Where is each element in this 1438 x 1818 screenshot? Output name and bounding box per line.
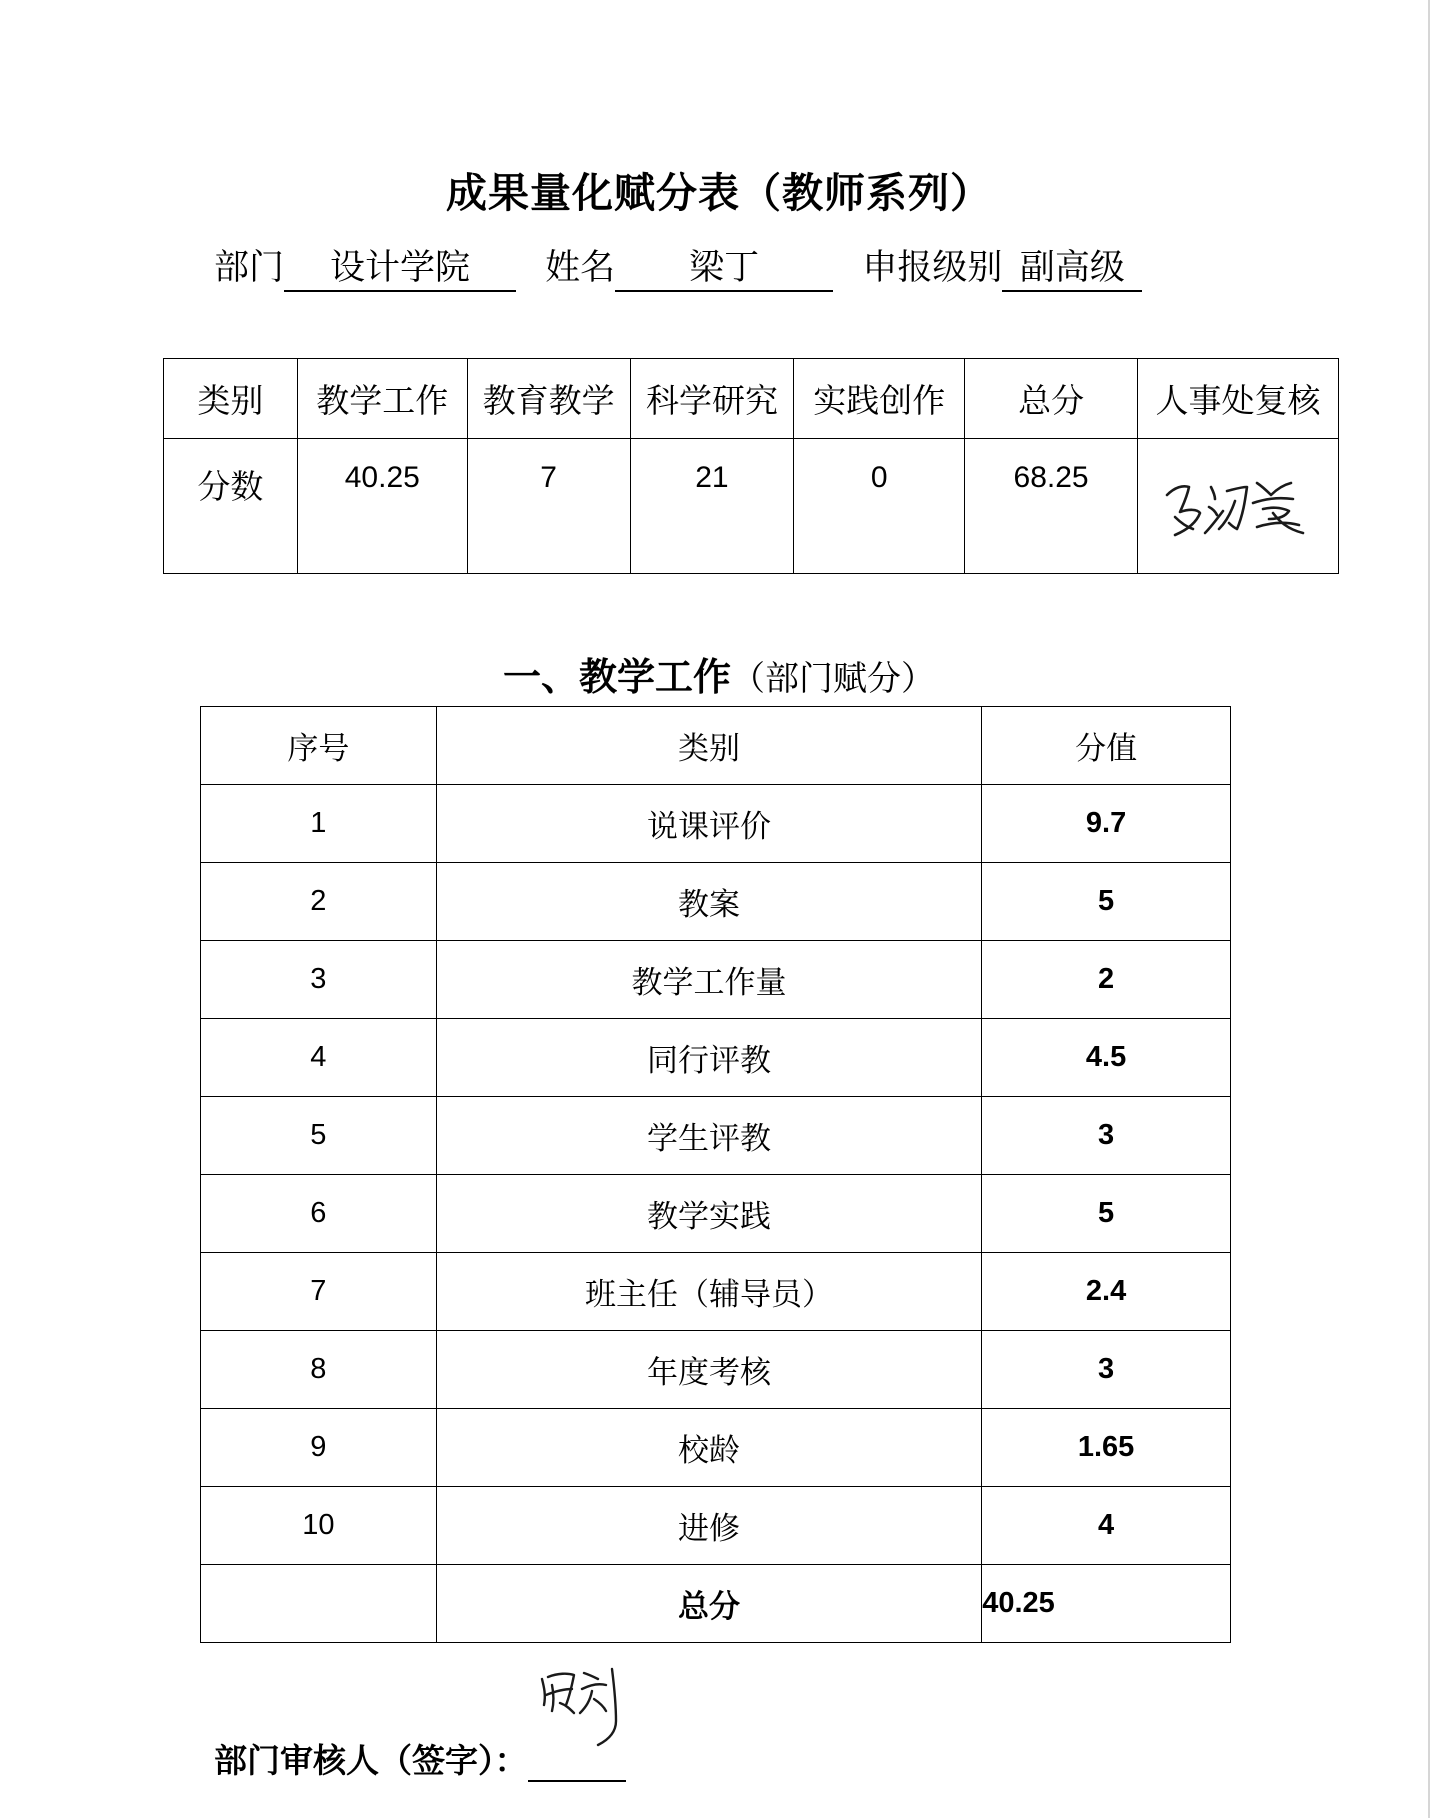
level-label: 申报级别	[862, 248, 1003, 288]
table-row	[201, 1175, 1231, 1253]
practice-score: 0	[794, 439, 965, 574]
table-row	[201, 1409, 1231, 1487]
row-category: 进修	[436, 1487, 981, 1565]
row-number: 9	[201, 1409, 437, 1487]
summary-header-cell: 教育教学	[467, 359, 630, 439]
dept-reviewer	[214, 1735, 626, 1782]
table-row	[201, 863, 1231, 941]
row-category: 学生评教	[436, 1097, 981, 1175]
row-score: 2.4	[982, 1253, 1231, 1331]
table-row	[201, 941, 1231, 1019]
row-number: 5	[201, 1097, 437, 1175]
hr-signature	[1153, 457, 1323, 547]
section-title	[0, 646, 1438, 701]
page-edge	[1428, 0, 1430, 1818]
row-score: 5	[982, 1175, 1231, 1253]
row-score: 2	[982, 941, 1231, 1019]
row-number: 10	[201, 1487, 437, 1565]
row-category: 校龄	[436, 1409, 981, 1487]
row-score: 3	[982, 1097, 1231, 1175]
summary-header-cell: 实践创作	[794, 359, 965, 439]
row-number: 6	[201, 1175, 437, 1253]
summary-header-cell: 人事处复核	[1138, 359, 1339, 439]
teaching-work-score: 40.25	[297, 439, 467, 574]
summary-score-row	[164, 439, 1339, 574]
row-number: 7	[201, 1253, 437, 1331]
table-row	[201, 1331, 1231, 1409]
row-category: 教学工作量	[436, 941, 981, 1019]
total-label: 总分	[436, 1565, 981, 1643]
row-score: 4.5	[982, 1019, 1231, 1097]
row-category: 年度考核	[436, 1331, 981, 1409]
row-category: 说课评价	[436, 785, 981, 863]
detail-header-cell: 序号	[201, 707, 437, 785]
reviewer-signature-line	[528, 1742, 626, 1782]
applicant-info	[214, 240, 1142, 292]
summary-header-row	[164, 359, 1339, 439]
row-category: 教学实践	[436, 1175, 981, 1253]
table-row	[201, 1019, 1231, 1097]
row-score: 4	[982, 1487, 1231, 1565]
table-row	[201, 1253, 1231, 1331]
name-label: 姓名	[545, 248, 616, 288]
total-value: 40.25	[982, 1565, 1231, 1643]
name-value: 梁丁	[615, 246, 833, 292]
education-teaching-score: 7	[467, 439, 630, 574]
section-title-sub: （部门赋分）	[731, 659, 935, 699]
research-score: 21	[630, 439, 794, 574]
summary-header-cell: 科学研究	[630, 359, 794, 439]
detail-header-cell: 分值	[982, 707, 1231, 785]
summary-header-cell: 类别	[164, 359, 298, 439]
page-title: 成果量化赋分表（教师系列）	[446, 169, 992, 217]
row-category: 教案	[436, 863, 981, 941]
row-category: 班主任（辅导员）	[436, 1253, 981, 1331]
detail-header-cell: 类别	[436, 707, 981, 785]
row-score: 5	[982, 863, 1231, 941]
table-row	[201, 1487, 1231, 1565]
row-number: 1	[201, 785, 437, 863]
section-title-main: 一、教学工作	[502, 655, 731, 699]
reviewer-label: 部门审核人（签字）：	[214, 1741, 528, 1780]
score-summary-table	[163, 358, 1339, 574]
summary-row-label: 分数	[164, 439, 298, 574]
detail-header-row	[201, 707, 1231, 785]
row-number: 2	[201, 863, 437, 941]
total-row-empty-cell	[201, 1565, 437, 1643]
level-value: 副高级	[1002, 246, 1142, 292]
row-number: 3	[201, 941, 437, 1019]
dept-label: 部门	[214, 248, 285, 288]
row-score: 3	[982, 1331, 1231, 1409]
dept-value: 设计学院	[284, 246, 516, 292]
teaching-work-table	[200, 706, 1231, 1643]
total-row	[201, 1565, 1231, 1643]
summary-header-cell: 教学工作	[297, 359, 467, 439]
row-number: 4	[201, 1019, 437, 1097]
row-score: 9.7	[982, 785, 1231, 863]
table-row	[201, 785, 1231, 863]
table-row	[201, 1097, 1231, 1175]
row-number: 8	[201, 1331, 437, 1409]
total-score: 68.25	[965, 439, 1138, 574]
row-score: 1.65	[982, 1409, 1231, 1487]
summary-header-cell: 总分	[965, 359, 1138, 439]
hr-review-signature-cell	[1138, 439, 1339, 574]
row-category: 同行评教	[436, 1019, 981, 1097]
